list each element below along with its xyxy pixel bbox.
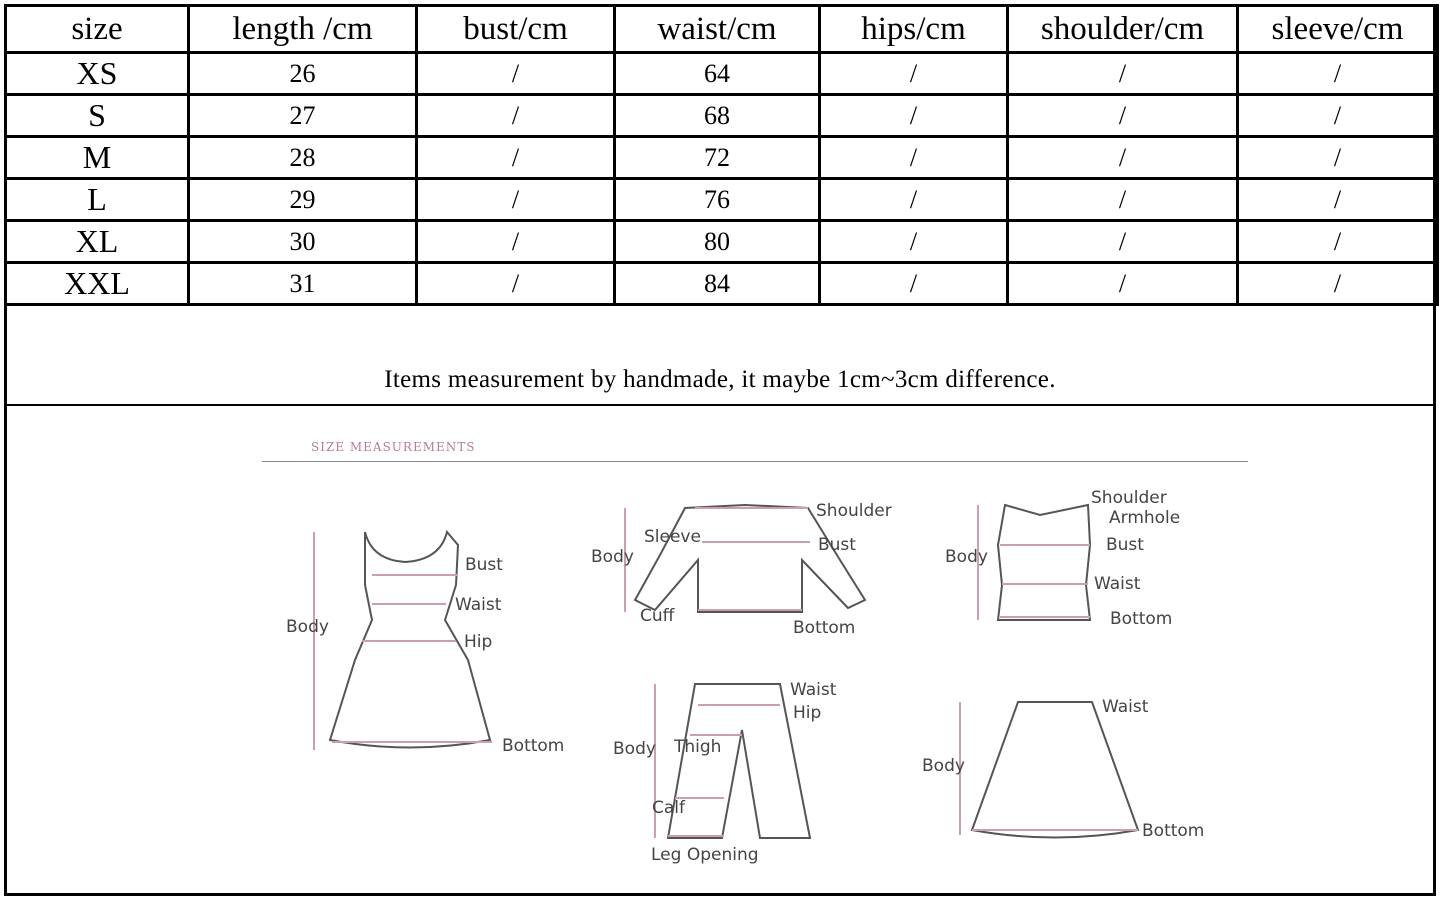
top-sleeve-label: Sleeve <box>644 527 701 547</box>
cell-bust: / <box>417 179 615 221</box>
cell-size: S <box>6 95 189 137</box>
header-waist: waist/cm <box>615 6 820 53</box>
top-cuff-label: Cuff <box>640 606 675 626</box>
cell-hips: / <box>820 179 1008 221</box>
cell-sleeve: / <box>1238 263 1438 305</box>
cell-sleeve: / <box>1238 53 1438 95</box>
pants-body-label: Body <box>613 739 656 759</box>
cell-size: XL <box>6 221 189 263</box>
skirt-waist-label: Waist <box>1102 697 1149 717</box>
cell-hips: / <box>820 137 1008 179</box>
cell-length: 28 <box>189 137 417 179</box>
cell-waist: 68 <box>615 95 820 137</box>
cell-size: M <box>6 137 189 179</box>
cell-waist: 80 <box>615 221 820 263</box>
cell-shoulder: / <box>1008 53 1238 95</box>
top-bottom-label: Bottom <box>793 618 856 638</box>
cell-sleeve: / <box>1238 137 1438 179</box>
top-diagram <box>625 505 865 612</box>
cell-sleeve: / <box>1238 179 1438 221</box>
cell-sleeve: / <box>1238 221 1438 263</box>
pants-thigh-label: Thigh <box>674 737 722 757</box>
cell-hips: / <box>820 95 1008 137</box>
vest-shoulder-label: Shoulder <box>1091 488 1167 508</box>
vest-bottom-label: Bottom <box>1110 609 1173 629</box>
cell-length: 30 <box>189 221 417 263</box>
cell-size: XS <box>6 53 189 95</box>
cell-size: L <box>6 179 189 221</box>
skirt-bottom-label: Bottom <box>1142 821 1205 841</box>
vest-bust-label: Bust <box>1106 535 1144 555</box>
cell-hips: / <box>820 221 1008 263</box>
cell-waist: 76 <box>615 179 820 221</box>
vest-diagram <box>978 505 1090 620</box>
cell-shoulder: / <box>1008 221 1238 263</box>
top-shoulder-label: Shoulder <box>816 501 892 521</box>
cell-length: 27 <box>189 95 417 137</box>
header-shoulder: shoulder/cm <box>1008 6 1238 53</box>
cell-bust: / <box>417 221 615 263</box>
header-length: length /cm <box>189 6 417 53</box>
cell-shoulder: / <box>1008 179 1238 221</box>
dress-waist-label: Waist <box>455 595 502 615</box>
vest-waist-label: Waist <box>1094 574 1141 594</box>
cell-length: 26 <box>189 53 417 95</box>
dress-bottom-label: Bottom <box>502 736 565 756</box>
dress-hip-label: Hip <box>464 632 493 652</box>
cell-waist: 72 <box>615 137 820 179</box>
pants-waist-label: Waist <box>790 680 837 700</box>
cell-hips: / <box>820 263 1008 305</box>
header-bust: bust/cm <box>417 6 615 53</box>
top-bust-label: Bust <box>818 535 856 555</box>
skirt-body-label: Body <box>922 756 965 776</box>
cell-size: XXL <box>6 263 189 305</box>
cell-hips: / <box>820 53 1008 95</box>
header-sleeve: sleeve/cm <box>1238 6 1438 53</box>
cell-bust: / <box>417 53 615 95</box>
cell-bust: / <box>417 137 615 179</box>
cell-bust: / <box>417 95 615 137</box>
top-body-label: Body <box>591 547 634 567</box>
pants-calf-label: Calf <box>652 798 685 818</box>
cell-waist: 84 <box>615 263 820 305</box>
cell-bust: / <box>417 263 615 305</box>
skirt-diagram <box>960 702 1138 838</box>
size-measurements-title: SIZE MEASUREMENTS <box>311 440 476 454</box>
cell-length: 31 <box>189 263 417 305</box>
cell-shoulder: / <box>1008 263 1238 305</box>
cell-length: 29 <box>189 179 417 221</box>
cell-shoulder: / <box>1008 95 1238 137</box>
cell-shoulder: / <box>1008 137 1238 179</box>
vest-armhole-label: Armhole <box>1109 508 1181 528</box>
measurement-note: Items measurement by handmade, it maybe 1cm~3cm difference. <box>384 366 1056 393</box>
cell-waist: 64 <box>615 53 820 95</box>
dress-body-label: Body <box>286 617 329 637</box>
dress-bust-label: Bust <box>465 555 503 575</box>
vest-body-label: Body <box>945 547 988 567</box>
header-hips: hips/cm <box>820 6 1008 53</box>
pants-hip-label: Hip <box>793 703 822 723</box>
pants-leg-opening-label: Leg Opening <box>651 845 759 865</box>
header-size: size <box>6 6 189 53</box>
cell-sleeve: / <box>1238 95 1438 137</box>
